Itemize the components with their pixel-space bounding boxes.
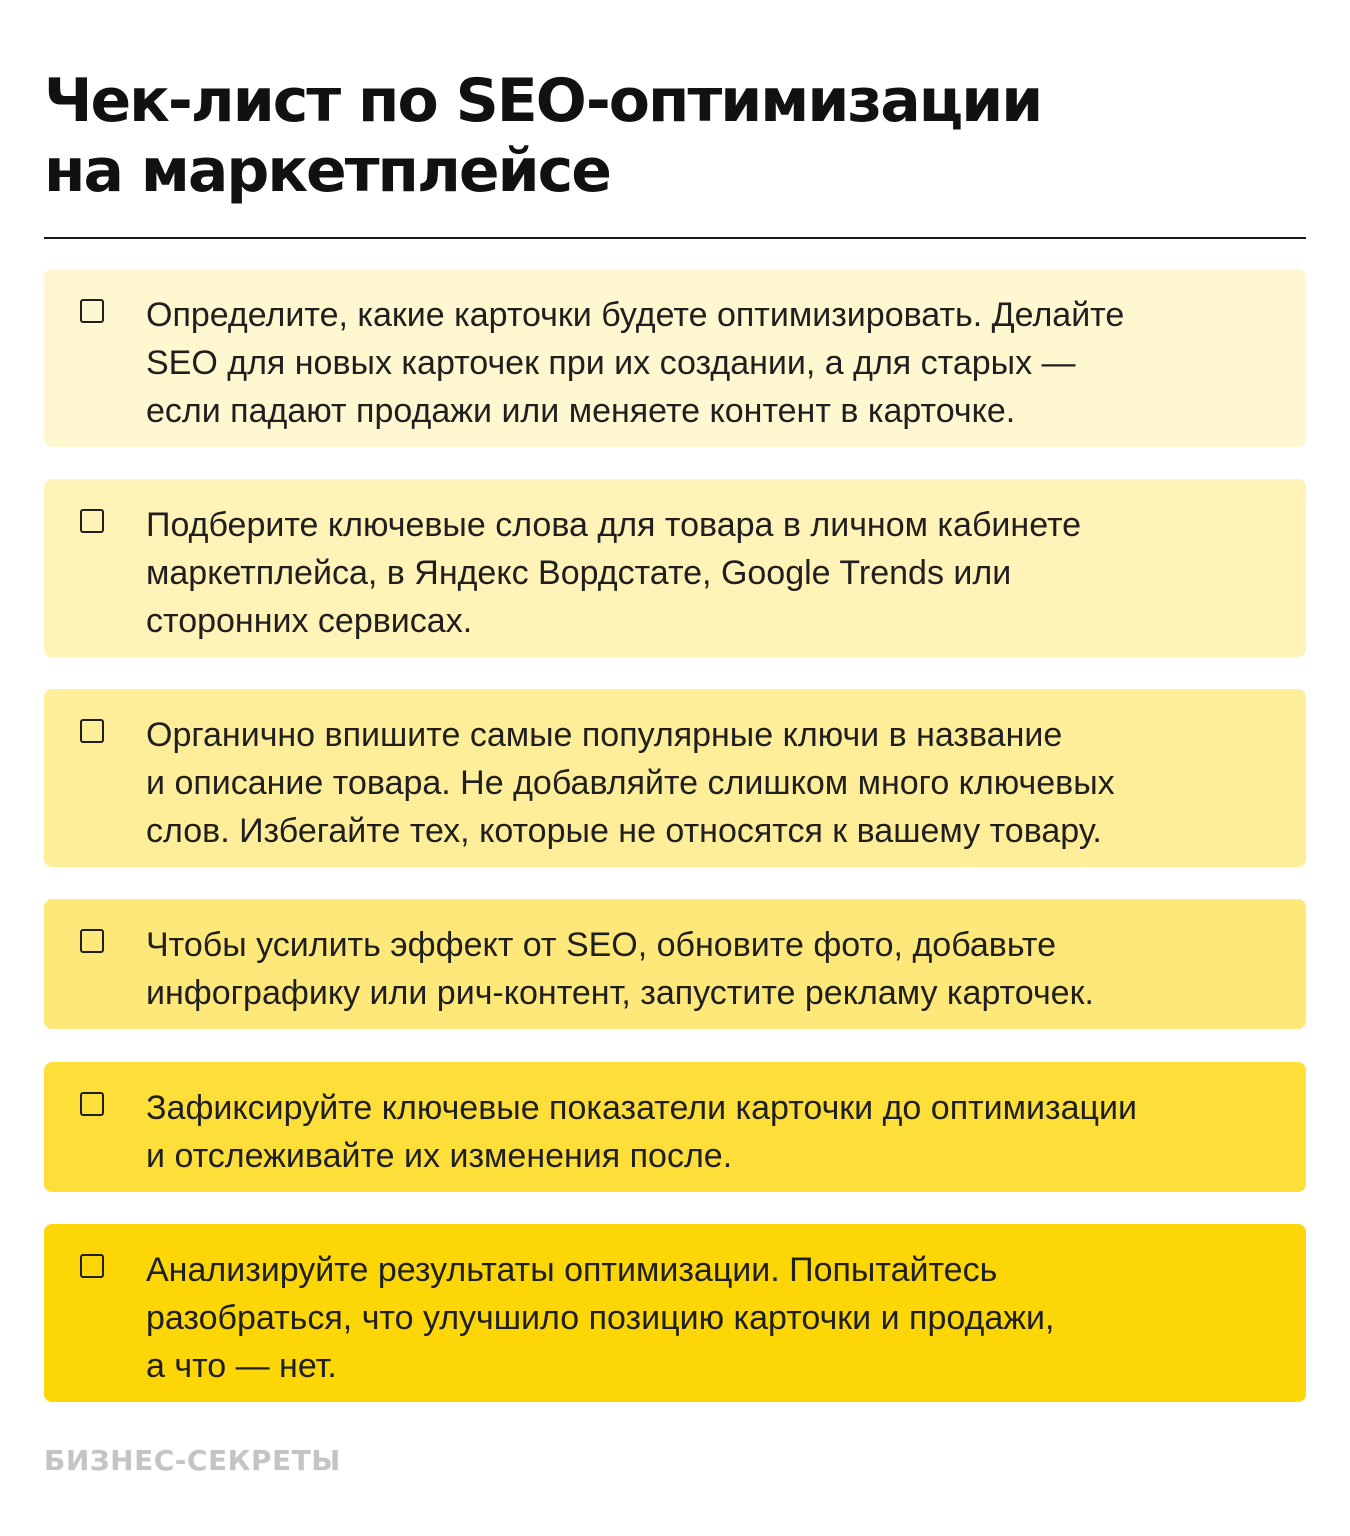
checkbox-3[interactable] — [80, 719, 104, 743]
checklist-item-6-line-1: Анализируйте результаты оптимизации. Попытайтесь — [146, 1251, 998, 1289]
checklist-item-3-line-2: и описание товара. Не добавляйте слишком много ключевых — [146, 764, 1115, 802]
checklist-item-3 — [44, 689, 1306, 867]
checklist-item-3-line-3: слов. Избегайте тех, которые не относятся к вашему товару. — [146, 812, 1102, 850]
checklist-item-2 — [44, 479, 1306, 657]
checkbox-6[interactable] — [80, 1254, 104, 1278]
checklist-item-4 — [44, 899, 1306, 1029]
checklist-item-6-line-2: разобраться, что улучшило позицию карточки и продажи, — [146, 1299, 1055, 1337]
brand-logo: БИЗНЕС-СЕКРЕТЫ — [44, 1444, 341, 1477]
checklist-item-4-line-2: инфографику или рич-контент, запустите рекламу карточек. — [146, 974, 1094, 1012]
checkbox-1[interactable] — [80, 299, 104, 323]
checklist-item-1-line-1: Определите, какие карточки будете оптимизировать. Делайте — [146, 296, 1125, 334]
title-divider — [44, 237, 1306, 239]
checklist-item-2-line-1: Подберите ключевые слова для товара в личном кабинете — [146, 506, 1082, 544]
checklist-item-4-line-1: Чтобы усилить эффект от SEO, обновите фото, добавьте — [146, 926, 1057, 964]
checklist-item-5-line-2: и отслеживайте их изменения после. — [146, 1137, 733, 1175]
checklist-item-1 — [44, 269, 1306, 447]
checklist-item-5-line-1: Зафиксируйте ключевые показатели карточки до оптимизации — [146, 1089, 1137, 1127]
checkbox-2[interactable] — [80, 509, 104, 533]
checklist-item-3-text — [146, 711, 1206, 855]
checklist-item-6-line-3: а что — нет. — [146, 1347, 337, 1385]
page-title-line-2: на маркетплейсе — [44, 136, 610, 206]
checklist-item-6-text — [146, 1246, 1206, 1390]
checklist-item-4-text — [146, 921, 1206, 1017]
checklist-item-2-line-2: маркетплейса, в Яндекс Вордстате, Google Trends или — [146, 554, 1012, 592]
checklist-item-1-text — [146, 291, 1206, 435]
checklist-item-5-text — [146, 1084, 1206, 1180]
page-title — [44, 66, 1144, 206]
checklist-item-2-text — [146, 501, 1206, 645]
checklist-item-1-line-2: SEO для новых карточек при их создании, а для старых — — [146, 344, 1076, 382]
checklist-item-3-line-1: Органично впишите самые популярные ключи в название — [146, 716, 1063, 754]
checklist-item-5 — [44, 1062, 1306, 1192]
checkbox-5[interactable] — [80, 1092, 104, 1116]
checklist-item-1-line-3: если падают продажи или меняете контент в карточке. — [146, 392, 1016, 430]
checklist-item-6 — [44, 1224, 1306, 1402]
checkbox-4[interactable] — [80, 929, 104, 953]
checklist-item-2-line-3: сторонних сервисах. — [146, 602, 473, 640]
page-title-line-1: Чек-лист по SEO-оптимизации — [44, 66, 1042, 136]
